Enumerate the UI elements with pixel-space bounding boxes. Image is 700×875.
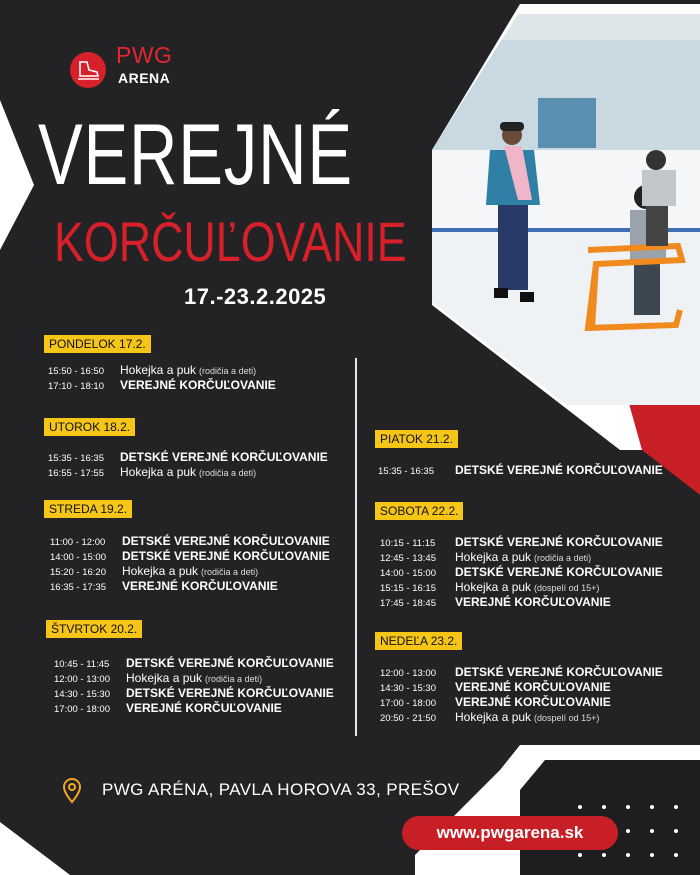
entry-time: 14:00 - 15:00 [50, 552, 106, 563]
entry-time: 16:35 - 17:35 [50, 582, 106, 593]
entry-time: 10:45 - 11:45 [54, 659, 110, 670]
entry-activity: Hokejka a puk [120, 465, 197, 479]
decor-dot [650, 829, 654, 833]
schedule-thursday [54, 656, 334, 716]
entry-note: (rodičia a deti) [534, 553, 592, 563]
schedule-entry [380, 595, 663, 610]
column-divider [355, 358, 357, 736]
schedule-entry [380, 680, 663, 695]
entry-activity: DETSKÉ VEREJNÉ KORČUĽOVANIE [122, 534, 330, 548]
website-link[interactable]: www.pwgarena.sk [436, 823, 584, 842]
entry-activity: DETSKÉ VEREJNÉ KORČUĽOVANIE [120, 450, 328, 464]
decor-dot [674, 853, 678, 857]
entry-activity: Hokejka a puk [122, 564, 199, 578]
title-line-2: KORČUĽOVANIE [54, 210, 407, 273]
schedule-entry [54, 701, 334, 716]
decor-dot [578, 853, 582, 857]
location-pin-icon [62, 778, 82, 804]
bg-child-legs [646, 206, 668, 246]
entry-activity: VEREJNÉ KORČUĽOVANIE [120, 378, 276, 392]
entry-time: 14:30 - 15:30 [54, 689, 110, 700]
schedule-entry [378, 463, 663, 478]
entry-activity: DETSKÉ VEREJNÉ KORČUĽOVANIE [455, 535, 663, 549]
entry-activity: DETSKÉ VEREJNÉ KORČUĽOVANIE [126, 656, 334, 670]
entry-note: (rodičia a deti) [199, 468, 257, 478]
schedule-entry [380, 580, 663, 595]
entry-note: (dospelí od 15+) [534, 713, 600, 723]
venue-address: PWG ARÉNA, PAVLA HOROVA 33, PREŠOV [102, 780, 460, 799]
entry-time: 12:45 - 13:45 [380, 553, 436, 564]
logo-brand: PWG [116, 42, 173, 68]
child-legs [634, 260, 660, 315]
decor-dot [626, 853, 630, 857]
entry-time: 11:00 - 12:00 [50, 537, 106, 548]
decor-dot [626, 805, 630, 809]
decor-dot [650, 853, 654, 857]
entry-time: 15:15 - 16:15 [380, 583, 436, 594]
schedule-entry [380, 695, 663, 710]
entry-note: (rodičia a deti) [201, 567, 259, 577]
schedule-entry [380, 535, 663, 550]
day-label-tuesday: UTOROK 18.2. [44, 418, 135, 436]
entry-activity: DETSKÉ VEREJNÉ KORČUĽOVANIE [126, 686, 334, 700]
pwg-arena-logo [70, 42, 190, 90]
skater-skate-right [520, 292, 534, 302]
entry-time: 20:50 - 21:50 [380, 713, 436, 724]
entry-time: 15:35 - 16:35 [48, 453, 104, 464]
decor-dot [674, 829, 678, 833]
left-white-wedge [0, 100, 34, 250]
schedule-entry [50, 564, 330, 579]
schedule-entry [54, 671, 334, 686]
decor-dot [602, 805, 606, 809]
schedule-entry [380, 550, 663, 565]
schedule-entry [48, 465, 328, 480]
skater-skate-left [494, 288, 508, 298]
schedule-wednesday [50, 534, 330, 594]
decor-dot [626, 829, 630, 833]
entry-activity: Hokejka a puk [455, 710, 532, 724]
schedule-sunday [380, 665, 663, 725]
schedule-entry [54, 656, 334, 671]
skater-legs [498, 205, 528, 290]
entry-time: 14:00 - 15:00 [380, 568, 436, 579]
event-dates: 17.-23.2.2025 [184, 284, 327, 309]
schedule-friday [378, 463, 663, 478]
entry-activity: Hokejka a puk [120, 363, 197, 377]
entry-activity: Hokejka a puk [455, 580, 532, 594]
schedule-entry [50, 534, 330, 549]
skate-logo-icon [70, 52, 106, 88]
entry-time: 16:55 - 17:55 [48, 468, 104, 479]
entry-time: 15:20 - 16:20 [50, 567, 106, 578]
entry-activity: VEREJNÉ KORČUĽOVANIE [455, 680, 611, 694]
entry-time: 10:15 - 11:15 [380, 538, 436, 549]
schedule-monday [48, 363, 276, 393]
logo-subtitle: ARENA [118, 70, 171, 86]
entry-note: (dospelí od 15+) [534, 583, 600, 593]
day-label-thursday: ŠTVRTOK 20.2. [46, 620, 142, 638]
entry-activity: VEREJNÉ KORČUĽOVANIE [122, 579, 278, 593]
entry-note: (rodičia a deti) [199, 366, 257, 376]
schedule-entry [54, 686, 334, 701]
entry-time: 17:00 - 18:00 [380, 698, 436, 709]
entry-time: 15:35 - 16:35 [378, 466, 434, 477]
skating-photo [420, 10, 700, 405]
schedule-tuesday [48, 450, 328, 480]
bg-child-body [642, 170, 676, 206]
schedule-entry [380, 665, 663, 680]
decor-dot [674, 805, 678, 809]
day-label-saturday: SOBOTA 22.2. [375, 502, 463, 520]
day-label-friday: PIATOK 21.2. [375, 430, 458, 448]
day-label-wednesday: STREDA 19.2. [44, 500, 132, 518]
schedule-entry [50, 549, 330, 564]
day-label-monday: PONDELOK 17.2. [44, 335, 151, 353]
entry-time: 15:50 - 16:50 [48, 366, 104, 377]
decor-dot [602, 853, 606, 857]
entry-activity: VEREJNÉ KORČUĽOVANIE [126, 701, 282, 715]
entry-time: 17:00 - 18:00 [54, 704, 110, 715]
schedule-entry [50, 579, 330, 594]
entry-activity: DETSKÉ VEREJNÉ KORČUĽOVANIE [455, 665, 663, 679]
entry-time: 17:45 - 18:45 [380, 598, 436, 609]
schedule-entry [380, 565, 663, 580]
entry-activity: VEREJNÉ KORČUĽOVANIE [455, 595, 611, 609]
bg-child-helmet [646, 150, 666, 170]
day-label-sunday: NEDEĽA 23.2. [375, 632, 462, 650]
entry-activity: VEREJNÉ KORČUĽOVANIE [455, 695, 611, 709]
schedule-saturday [380, 535, 663, 610]
entry-activity: Hokejka a puk [455, 550, 532, 564]
schedule-entry [48, 378, 276, 393]
entry-time: 12:00 - 13:00 [380, 668, 436, 679]
entry-activity: DETSKÉ VEREJNÉ KORČUĽOVANIE [122, 549, 330, 563]
entry-time: 14:30 - 15:30 [380, 683, 436, 694]
decor-dot [650, 805, 654, 809]
entry-note: (rodičia a deti) [205, 674, 263, 684]
title-line-1: VEREJNÉ [38, 107, 353, 203]
schedule-entry [380, 710, 663, 725]
entry-activity: DETSKÉ VEREJNÉ KORČUĽOVANIE [455, 463, 663, 477]
entry-activity: DETSKÉ VEREJNÉ KORČUĽOVANIE [455, 565, 663, 579]
bottom-left-white-corner [0, 822, 70, 875]
entry-time: 12:00 - 13:00 [54, 674, 110, 685]
skater-helmet [500, 122, 524, 131]
schedule-entry [48, 363, 276, 378]
decor-dot [578, 805, 582, 809]
rink-door [538, 98, 596, 148]
entry-time: 17:10 - 18:10 [48, 381, 104, 392]
entry-activity: Hokejka a puk [126, 671, 203, 685]
schedule-entry [48, 450, 328, 465]
